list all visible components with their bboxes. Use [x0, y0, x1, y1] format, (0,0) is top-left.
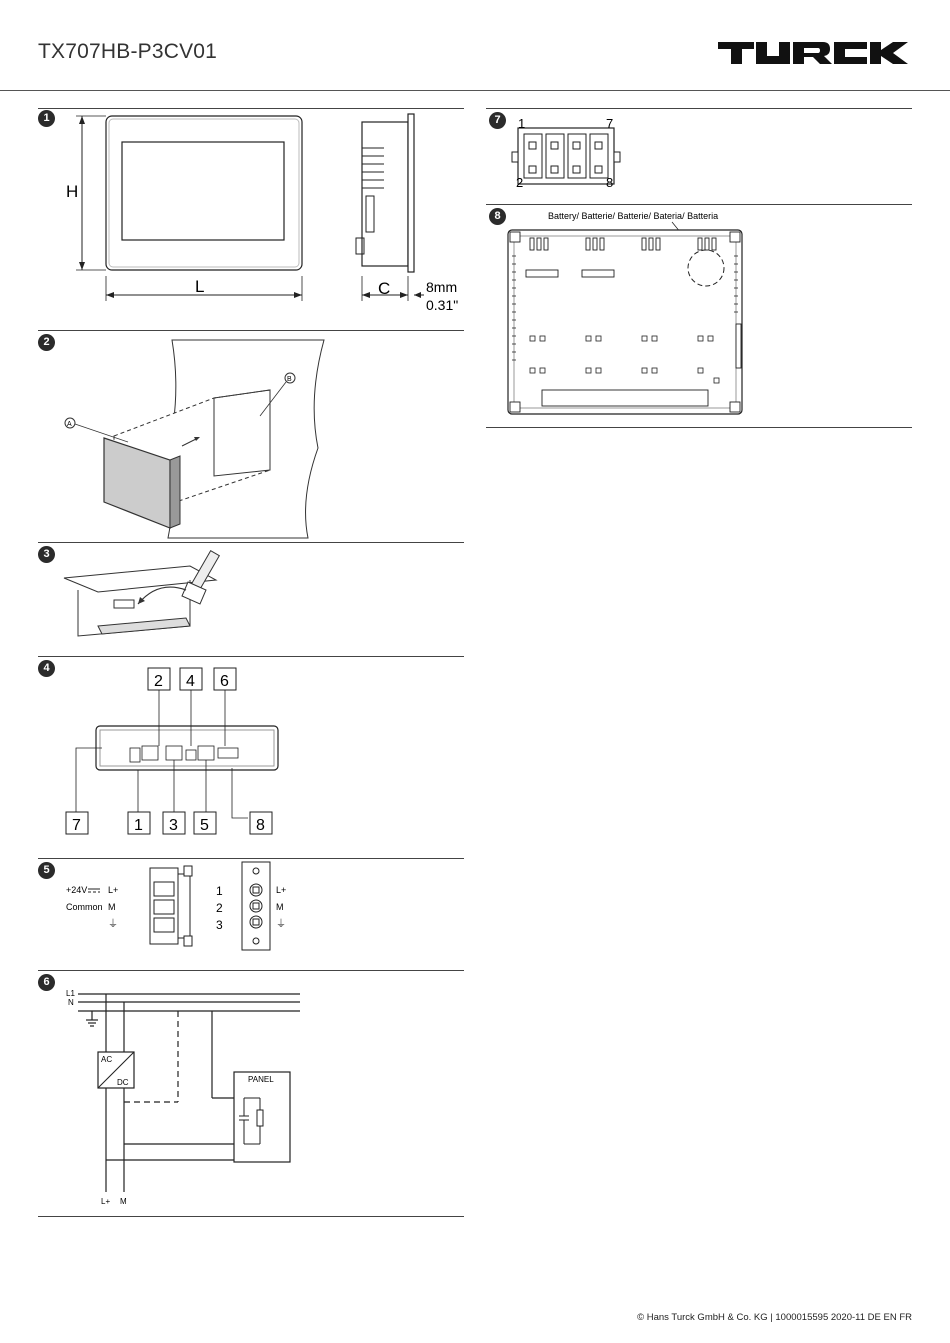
callout-3: 3	[169, 817, 178, 834]
front-common-symbol: M	[276, 902, 284, 912]
depth-inch-label: 0.31"	[426, 297, 459, 313]
serial-connector-drawing	[486, 108, 912, 204]
copyright-footer: © Hans Turck GmbH & Co. KG | 1000015595 2020-11 DE EN FR	[637, 1312, 912, 1323]
battery-label: Battery/ Batterie/ Batterie/ Bateria/ Batteria	[548, 211, 719, 221]
ac-label: AC	[101, 1055, 113, 1064]
section-2-badge: 2	[38, 334, 55, 351]
pin-label-8: 8	[606, 175, 614, 190]
section-6-bottom-rule	[38, 1216, 464, 1217]
supply-symbol: L+	[108, 885, 119, 895]
callouts-top	[148, 668, 236, 690]
label-b: B	[287, 376, 292, 383]
bottom-m-label: M	[120, 1197, 127, 1206]
panel-mounting-drawing	[38, 330, 464, 540]
dimension-drawing	[38, 108, 464, 330]
wiring-diagram	[38, 970, 464, 1214]
height-label: H	[66, 182, 79, 201]
depth-mm-label: 8mm	[426, 279, 458, 295]
callout-8: 8	[256, 817, 265, 834]
callout-7: 7	[72, 817, 81, 834]
panel-label: PANEL	[248, 1075, 274, 1084]
clamp-fixing-drawing	[38, 542, 464, 654]
common-label: Common	[66, 902, 103, 912]
bottom-lplus-label: L+	[101, 1197, 111, 1206]
document-title: TX707HB-P3CV01	[38, 40, 218, 63]
n-label: N	[68, 998, 74, 1007]
connector-overview-drawing	[38, 656, 464, 856]
section-5-badge: 5	[38, 862, 55, 879]
l1-label: L1	[66, 989, 75, 998]
front-supply-symbol: L+	[276, 885, 287, 895]
pin-label-2: 2	[516, 175, 524, 190]
front-ground-symbol: ⏚	[276, 919, 286, 930]
callout-1: 1	[134, 817, 143, 834]
common-symbol: M	[108, 902, 116, 912]
battery-location-drawing	[486, 204, 912, 426]
pin-2: 2	[216, 901, 223, 915]
pin-label-1: 1	[518, 116, 526, 131]
callouts-bottom	[66, 812, 272, 834]
header-divider	[0, 90, 950, 91]
turck-logo	[718, 38, 913, 68]
pin-label-7: 7	[606, 116, 614, 131]
section-8-badge: 8	[489, 208, 506, 225]
pin-1: 1	[216, 884, 223, 898]
callout-2: 2	[154, 673, 163, 690]
dc-label: DC	[117, 1078, 129, 1087]
depth-label: C	[378, 279, 391, 298]
callout-6: 6	[220, 673, 229, 690]
section-3-badge: 3	[38, 546, 55, 563]
power-connector-drawing	[38, 858, 464, 970]
ground-symbol: ⏚	[108, 919, 118, 930]
section-8-bottom-rule	[486, 427, 912, 428]
section-4-badge: 4	[38, 660, 55, 677]
section-1-badge: 1	[38, 110, 55, 127]
pin-3: 3	[216, 918, 223, 932]
section-6-badge: 6	[38, 974, 55, 991]
section-7-badge: 7	[489, 112, 506, 129]
callout-5: 5	[200, 817, 209, 834]
label-a: A	[67, 421, 72, 428]
length-label: L	[195, 277, 205, 296]
supply-label: +24V	[66, 885, 88, 895]
callout-4: 4	[186, 673, 195, 690]
